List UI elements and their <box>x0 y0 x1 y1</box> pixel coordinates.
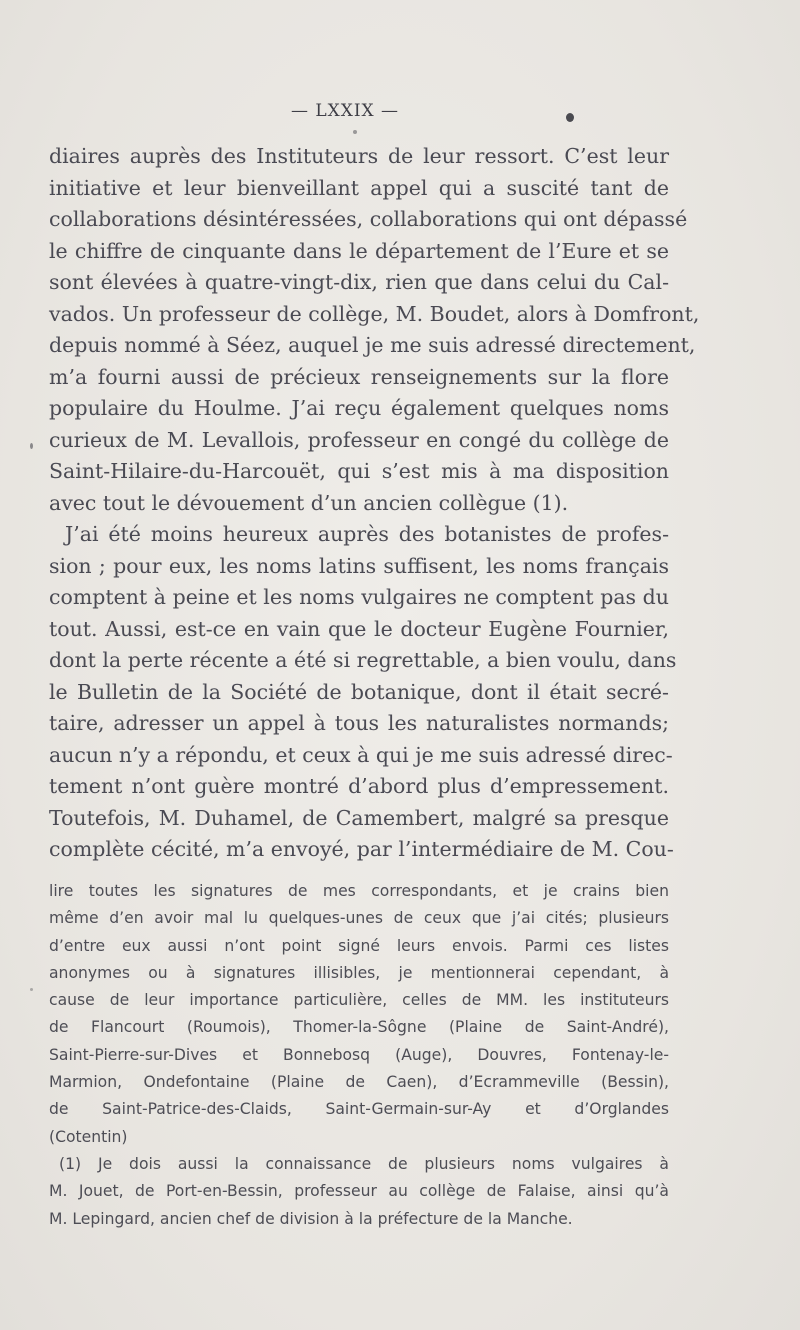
footnotes-block <box>49 878 669 1233</box>
text-line: aucun n’y a répondu, et ceux à qui je me suis adressé direc- <box>49 742 673 767</box>
footnote-line: cause de leur importance particulière, celles de MM. les instituteurs <box>49 991 669 1010</box>
footnote-line: M. Jouet, de Port-en-Bessin, professeur au collège de Falaise, ainsi qu’à <box>49 1182 669 1201</box>
text-line: le chiffre de cinquante dans le département de l’Eure et se <box>49 238 669 263</box>
text-line: populaire du Houlme. J’ai reçu également quelques noms <box>49 396 669 420</box>
text-line: sont élevées à quatre-vingt-dix, rien que dans celui du Cal- <box>49 270 669 294</box>
text-line: curieux de M. Levallois, professeur en congé du collège de <box>49 427 669 452</box>
text-line: initiative et leur bienveillant appel qui a suscité tant de <box>49 175 669 200</box>
text-line: complète cécité, m’a envoyé, par l’intermédiaire de M. Cou- <box>49 837 674 861</box>
text-line: sion ; pour eux, les noms latins suffisent, les noms français <box>49 553 669 578</box>
text-line: taire, adresser un appel à tous les naturalistes normands; <box>49 711 669 735</box>
text-line: Toutefois, M. Duhamel, de Camembert, malgré sa presque <box>49 805 669 830</box>
text-line: avec tout le dévouement d’un ancien collègue (1). <box>49 490 569 515</box>
footnote-line: de Saint-Patrice-des-Claids, Saint-Germain-sur-Ay et d’Orglandes <box>49 1100 669 1119</box>
text-line: m’a fourni aussi de précieux renseignements sur la flore <box>49 364 669 389</box>
text-line: tout. Aussi, est-ce en vain que le docteur Eugène Fournier, <box>49 616 669 641</box>
main-text-block <box>49 141 700 866</box>
footnote-line: même d’en avoir mal lu quelques-unes de ceux que j’ai cités; plusieurs <box>49 909 669 928</box>
footnote-line: Saint-Pierre-sur-Dives et Bonnebosq (Auge), Douvres, Fontenay-le- <box>49 1045 669 1064</box>
footnote-line: Marmion, Ondefontaine (Plaine de Caen), d’Ecrammeville (Bessin), <box>49 1073 669 1092</box>
text-line: vados. Un professeur de collège, M. Boudet, alors à Domfront, <box>49 301 700 326</box>
text-line: depuis nommé à Séez, auquel je me suis adressé directement, <box>49 333 696 357</box>
footnote-line: (1) Je dois aussi la connaissance de plusieurs noms vulgaires à <box>59 1154 669 1173</box>
text-line: Saint-Hilaire-du-Harcouët, qui s’est mis à ma disposition <box>49 459 669 483</box>
ink-speck <box>566 113 574 122</box>
footnote-line: M. Lepingard, ancien chef de division à la préfecture de la Manche. <box>49 1209 573 1228</box>
ink-speck <box>30 443 33 449</box>
running-head-page-number: — LXXIX — <box>290 101 400 121</box>
ink-speck <box>30 988 33 991</box>
text-line: le Bulletin de la Société de botanique, dont il était secré- <box>49 679 669 704</box>
footnote-line: anonymes ou à signatures illisibles, je mentionnerai cependant, à <box>49 963 669 982</box>
text-line: collaborations désintéressées, collaborations qui ont dépassé <box>49 207 688 231</box>
ink-speck <box>353 130 357 134</box>
footnote-line: d’entre eux aussi n’ont point signé leurs envois. Parmi ces listes <box>49 936 669 955</box>
footnote-line: (Cotentin) <box>49 1127 128 1146</box>
text-line: comptent à peine et les noms vulgaires ne comptent pas du <box>49 585 669 609</box>
text-line: dont la perte récente a été si regrettable, a bien voulu, dans <box>49 648 677 672</box>
footnote-line: lire toutes les signatures de mes correspondants, et je crains bien <box>49 882 669 900</box>
text-line: J’ai été moins heureux auprès des botanistes de profes- <box>65 522 669 546</box>
footnote-line: de Flancourt (Roumois), Thomer-la-Sôgne (Plaine de Saint-André), <box>49 1018 669 1037</box>
text-line: diaires auprès des Instituteurs de leur ressort. C’est leur <box>49 144 669 168</box>
text-line: tement n’ont guère montré d’abord plus d’empressement. <box>49 774 669 798</box>
